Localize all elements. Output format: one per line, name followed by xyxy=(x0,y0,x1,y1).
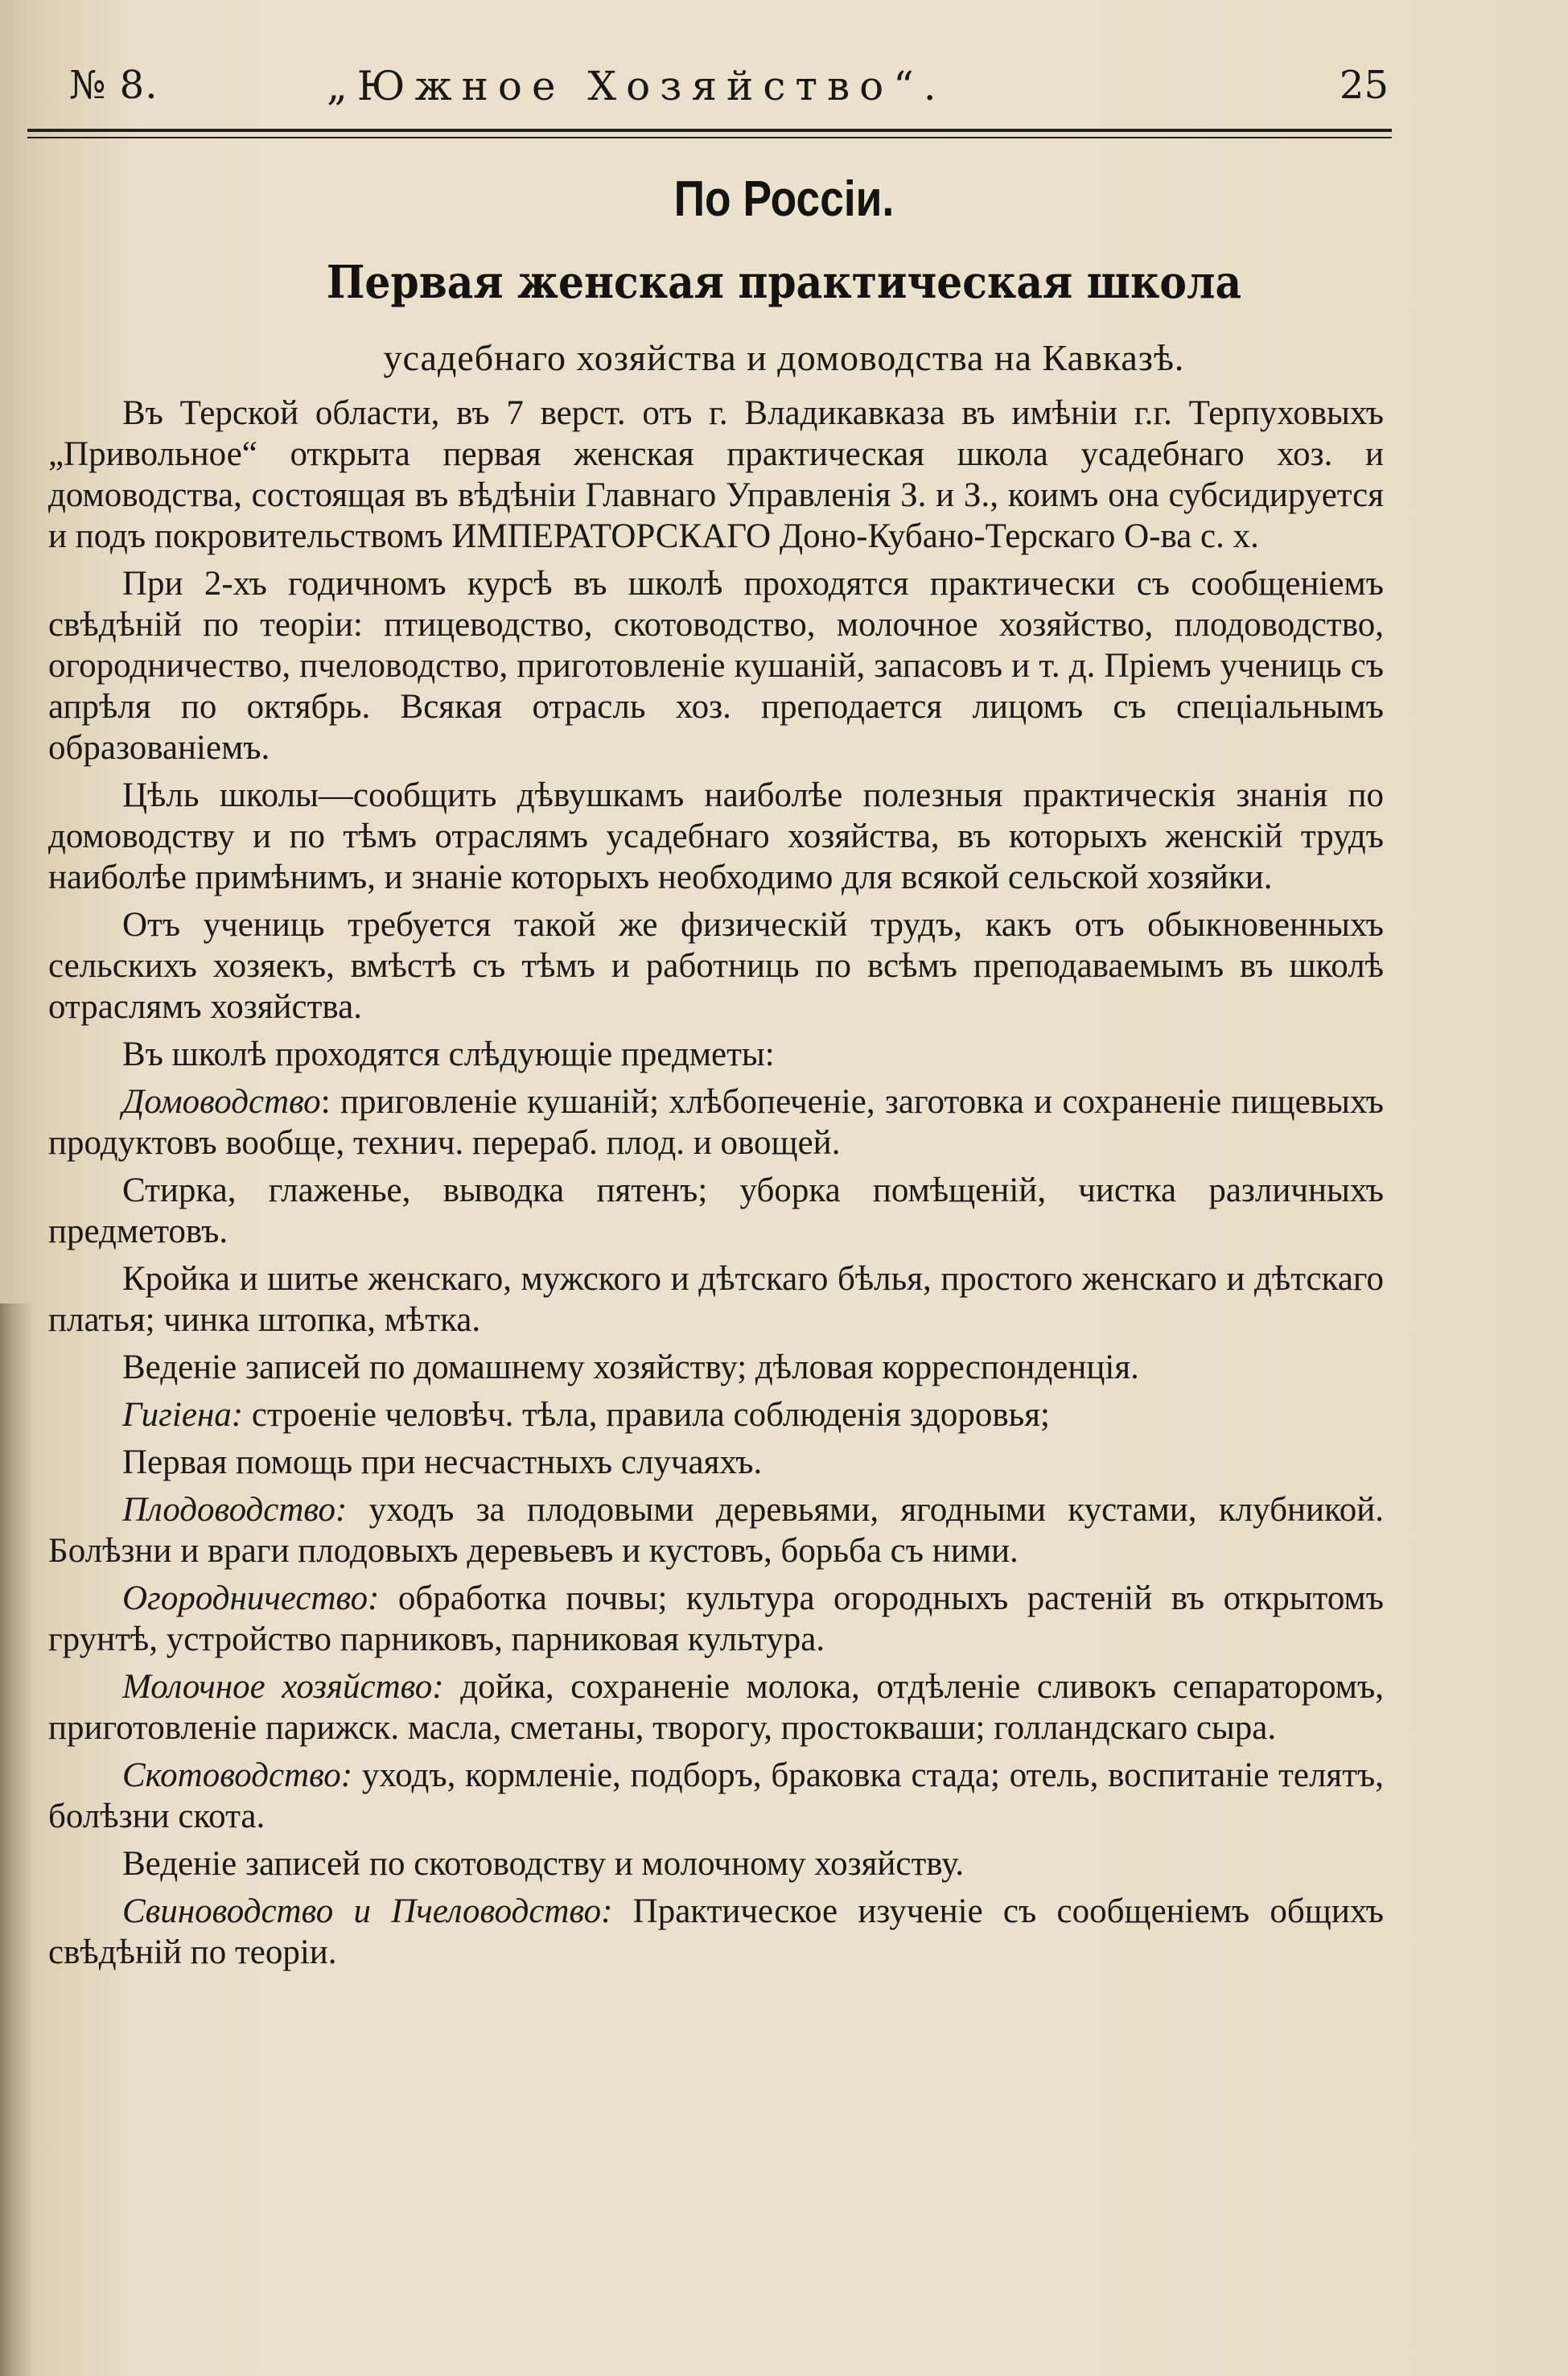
subject-item xyxy=(48,1489,1384,1571)
subject-separator xyxy=(612,1892,632,1930)
paragraph: Цѣль школы—сообщить дѣвушкамъ наиболѣе полезныя практическія знанія по домоводству и по тѣмъ отраслямъ усадебнаго хозяйства, въ которыхъ женскій трудъ наиболѣе примѣнимъ, и знаніе которыхъ необходимо для всякой сельской хозяйки. xyxy=(48,776,1384,896)
section-title: По Россіи. xyxy=(673,171,895,227)
subject-item xyxy=(48,1394,1384,1435)
subject-label: Гигіена: xyxy=(122,1396,244,1434)
paragraph: Въ школѣ проходятся слѣдующіе предметы: xyxy=(122,1036,775,1073)
header-rule-thin xyxy=(27,137,1392,138)
subject-item xyxy=(48,1891,1384,1973)
subject-separator xyxy=(444,1668,461,1706)
paragraph: Отъ учениць требуется такой же физическій трудъ, какъ отъ обыкновенныхъ сельскихъ хозяекъ, вмѣстѣ съ тѣмъ и работниць по всѣмъ преподаваемымъ въ школѣ отраслямъ хозяйства. xyxy=(48,906,1384,1026)
article-subtitle: усадебнаго хозяйства и домоводства на Кавказѣ. xyxy=(383,337,1185,378)
subject-item xyxy=(48,1347,1384,1388)
subject-text: Веденіе записей по скотоводству и молочному хозяйству. xyxy=(122,1845,965,1883)
article-title: Первая женская практическая школа xyxy=(326,256,1242,309)
paragraph: Въ Терской области, въ 7 верст. отъ г. Владикавказа въ имѣніи г.г. Терпуховыхъ „Привольное“ открыта первая женская практическая школа усадебнаго хоз. и домоводства, состоящая въ вѣдѣніи Главнаго Управленія З. и З., коимъ она субсидируется и подъ покровительствомъ ИМПЕРАТОРСКАГО Доно-Кубано-Терскаго О-ва с. х. xyxy=(48,394,1384,555)
subject-text: строеніе человѣч. тѣла, правила соблюденія здоровья; xyxy=(251,1396,1050,1434)
subject-text: Стирка, глаженье, выводка пятенъ; уборка помѣщеній, чистка различныхъ предметовъ. xyxy=(48,1172,1384,1250)
subject-separator: : xyxy=(320,1083,340,1121)
page-number: 25 xyxy=(1339,63,1389,108)
subject-item xyxy=(48,1258,1384,1340)
subject-text: дойка, сохраненіе молока, отдѣленіе сливокъ сепараторомъ, приготовленіе парижск. масла, сметаны, творогу, простокваши; голландскаго сыра. xyxy=(48,1668,1385,1747)
subject-label: Домоводство xyxy=(122,1083,321,1121)
subject-item xyxy=(48,1081,1384,1163)
subject-label: Молочное хозяйство: xyxy=(122,1668,444,1706)
running-header xyxy=(69,63,1389,119)
subject-label: Скотоводство: xyxy=(122,1756,353,1794)
subject-separator xyxy=(347,1491,368,1529)
article-body xyxy=(48,393,1384,1979)
subject-text: Кройка и шитье женскаго, мужского и дѣтскаго бѣлья, простого женскаго и дѣтскаго платья; чинка штопка, мѣтка. xyxy=(48,1260,1384,1339)
subject-text: приговленіе кушаній; хлѣбопеченіе, заготовка и сохраненіе пищевыхъ продуктовъ вообще, технич. перераб. плод. и овощей. xyxy=(48,1083,1384,1162)
subject-text: уходъ за плодовыми деревьями, ягодными кустами, клубникой. Болѣзни и враги плодовыхъ деревьевъ и кустовъ, борьба съ ними. xyxy=(48,1491,1384,1570)
subject-text: Первая помощь при несчастныхъ случаяхъ. xyxy=(122,1443,763,1481)
subject-item xyxy=(48,1666,1384,1748)
subject-item xyxy=(48,1755,1384,1837)
subject-text: Практическое изученіе съ сообщеніемъ общихъ свѣдѣній по теоріи. xyxy=(48,1892,1384,1971)
header-rule-thick xyxy=(27,129,1392,132)
subject-item xyxy=(48,1843,1384,1884)
subject-separator xyxy=(243,1396,252,1434)
paragraph: При 2-хъ годичномъ курсѣ въ школѣ проходятся практически съ сообщеніемъ свѣдѣній по теоріи: птицеводство, скотоводство, молочное хозяйство, плодоводство, огородничество, пчеловодство, приготовленіе кушаній, запасовъ и т. д. Пріемъ учениць съ апрѣля по октябрь. Всякая отрасль хоз. преподается лицомъ съ спеціальнымъ образованіемъ. xyxy=(48,565,1384,767)
subject-text: уходъ, кормленіе, подборъ, браковка стада; отель, воспитаніе телятъ, болѣзни скота. xyxy=(48,1756,1384,1835)
subject-separator xyxy=(352,1756,362,1794)
subject-item xyxy=(48,1442,1384,1483)
journal-title: „Южное Хозяйство“. xyxy=(327,63,946,109)
subject-item xyxy=(48,1578,1384,1660)
subject-label: Огородничество: xyxy=(122,1579,380,1617)
subject-text: обработка почвы; культура огородныхъ растеній въ открытомъ грунтѣ, устройство парниковъ, парниковая культура. xyxy=(48,1579,1384,1658)
issue-number: № 8. xyxy=(69,63,158,108)
subject-label: Плодоводство: xyxy=(122,1491,348,1529)
subject-text: Веденіе записей по домашнему хозяйству; дѣловая корреспонденція. xyxy=(122,1349,1139,1386)
page-binding-edge xyxy=(0,1303,32,2376)
subject-label: Свиноводство и Пчеловодство: xyxy=(122,1892,613,1930)
subject-item xyxy=(48,1170,1384,1252)
subject-separator xyxy=(379,1579,397,1617)
